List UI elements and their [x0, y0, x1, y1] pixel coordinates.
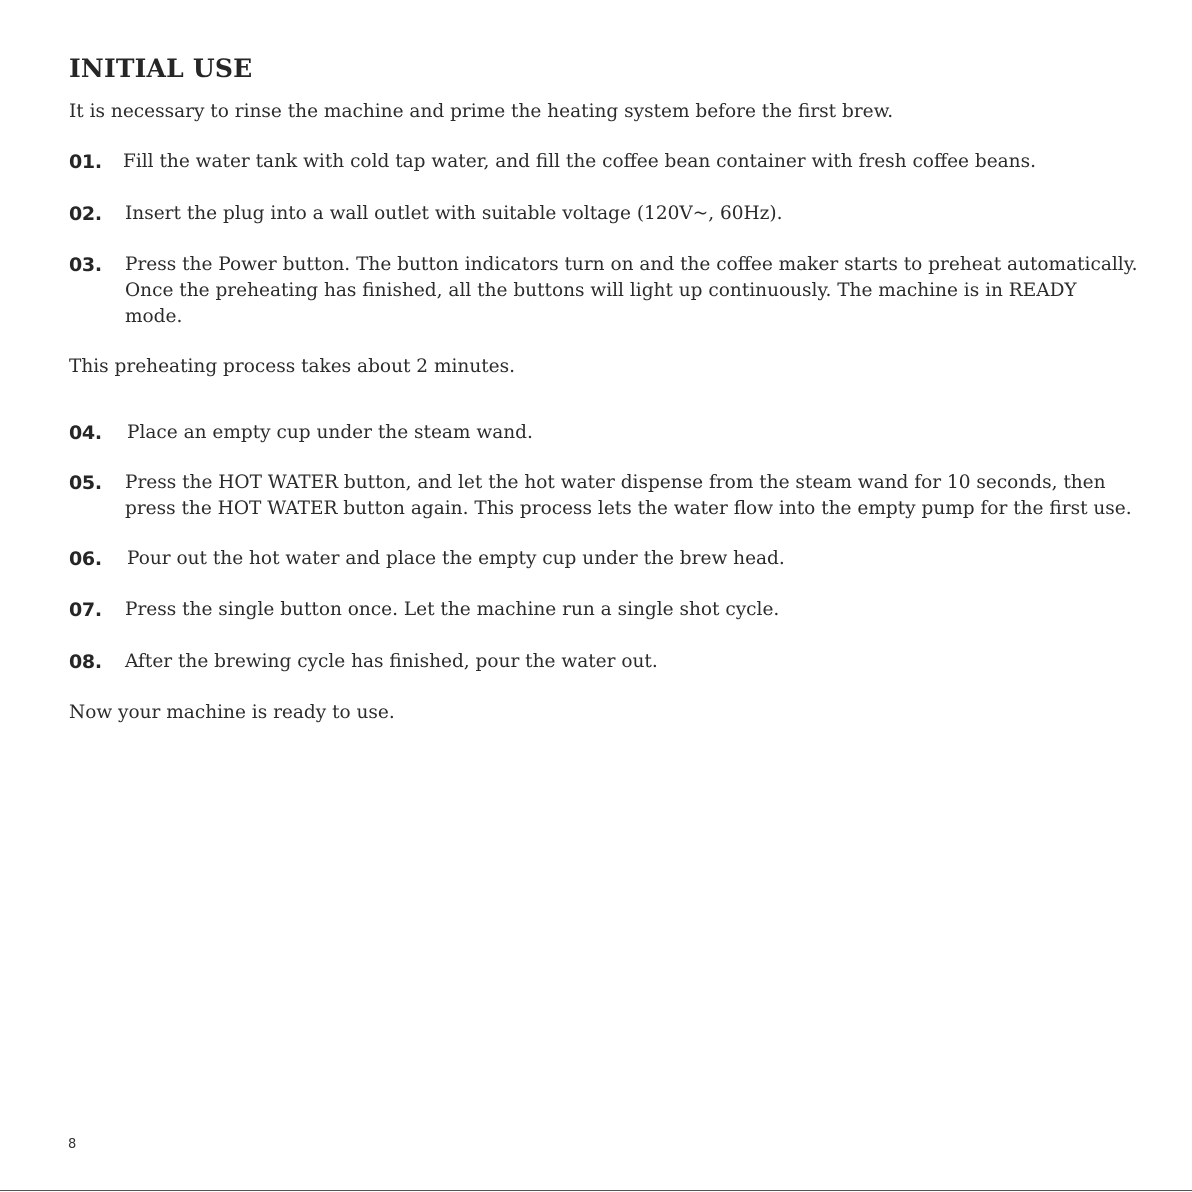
- step-text: [125, 201, 783, 227]
- step-text: [125, 597, 779, 623]
- step-text-line: Once the preheating has finished, all the buttons will light up continuously. The machine is in READY: [125, 280, 1077, 301]
- step-text: [125, 470, 1132, 522]
- step-text-line: Press the HOT WATER button, and let the hot water dispense from the steam wand for 10 seconds, then: [125, 472, 1106, 493]
- step-number: 03.: [69, 254, 102, 276]
- step-text-line: Fill the water tank with cold tap water, and fill the coffee bean container with fresh coffee beans.: [123, 151, 1036, 172]
- step-number: 08.: [69, 651, 102, 673]
- step-text-line: Press the Power button. The button indicators turn on and the coffee maker starts to preheat automatically.: [125, 254, 1138, 275]
- step-number: 04.: [69, 422, 102, 444]
- bottom-divider: [0, 1190, 1192, 1191]
- step-text-line: Pour out the hot water and place the empty cup under the brew head.: [127, 548, 785, 569]
- page-number: 8: [68, 1137, 77, 1152]
- step-text: [127, 546, 785, 572]
- step-number: 01.: [69, 151, 102, 173]
- step-text: [123, 149, 1036, 175]
- step-number: 05.: [69, 472, 102, 494]
- step-number: 02.: [69, 203, 102, 225]
- step-number: 07.: [69, 599, 102, 621]
- step-text-line: Insert the plug into a wall outlet with suitable voltage (120V~, 60Hz).: [125, 203, 783, 224]
- step-text: [127, 420, 533, 446]
- page-title: INITIAL USE: [69, 54, 253, 83]
- step-text-line: Press the single button once. Let the machine run a single shot cycle.: [125, 599, 780, 620]
- step-text: [125, 252, 1138, 330]
- step-text-line: Place an empty cup under the steam wand.: [127, 422, 533, 443]
- step-text-line: mode.: [125, 306, 183, 327]
- step-number: 06.: [69, 548, 102, 570]
- intro-paragraph: It is necessary to rinse the machine and prime the heating system before the first brew.: [69, 101, 894, 122]
- step-text-line: press the HOT WATER button again. This process lets the water flow into the empty pump for the first use.: [125, 498, 1132, 519]
- step-text: [125, 649, 658, 675]
- preheat-note: This preheating process takes about 2 minutes.: [69, 356, 515, 377]
- step-text-line: After the brewing cycle has finished, pour the water out.: [125, 651, 658, 672]
- closing-paragraph: Now your machine is ready to use.: [69, 702, 395, 723]
